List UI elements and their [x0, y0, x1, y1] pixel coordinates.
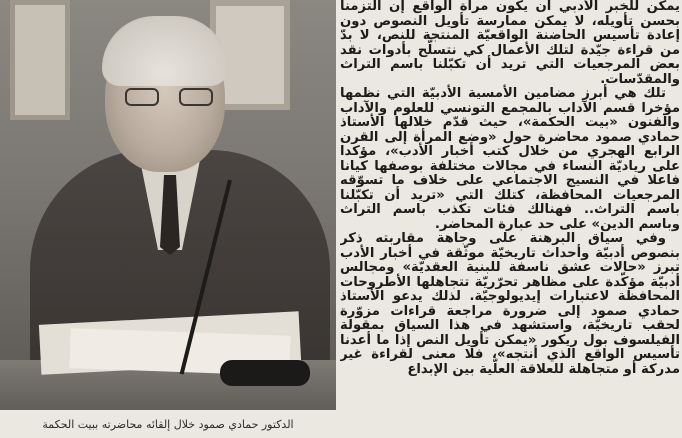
- article-text-column: [340, 0, 680, 438]
- wall-frame: [10, 0, 70, 120]
- photo-caption: الدكتور حمادي صمود خلال إلقائه محاضرته ببيت الحكمة: [42, 417, 294, 431]
- article-photo: [0, 0, 336, 410]
- microphone-base: [220, 360, 310, 386]
- article-paragraph: وفي سياق البرهنة على وجاهة مقاربته ذكر بنصوص أدبيّة وأحداث تاريخيّة موثّقة في أخبار الأدب تبرز «حالات عشق ناسفة للبنية العقديّة» ومجالس أدبيّة مؤكّدة على مظاهر تحرّريّة تتجاهلها الأطروحات المحافظة لاعتبارات إيديولوجيّة. لذلك يدعو الأستاذ حمادي صمود إلى ضرورة مراجعة قراءات مزوّرة لحقب تاريخيّة، واستشهد في هذا السياق بمقولة الفيلسوف بول ريكور «يمكن تأويل النص إذا ما أعدنا تأسيس الواقع الذي أنتجه»، فلا معنى لقراءة غير مدركة أو متجاهلة للعلاقة العلّية بين الإبداع: [340, 231, 680, 377]
- speaker-glasses: [125, 88, 213, 108]
- article-paragraph: تلك هي أبرز مضامين الأمسية الأدبيّة التي نظمها مؤخرا قسم الآداب بالمجمع التونسي للعلوم والآداب والفنون «بيت الحكمة»، حيث قدّم خلالها الأستاذ حمادي صمود محاضرة حول «وضع المرأة إلى القرن الرابع الهجري من خلال كتب أخبار الأدب»، مؤكدا على رياديّة النساء في مجالات مختلفة بوصفها كيانا فاعلا في النسيج الاجتماعي على خلاف ما تسوّقه المرجعيات المحافظة، كتلك التي «تريد أن تكبّلنا باسم التراث.. فهنالك فئات تكذب باسم التراث وباسم الدين» على حد عبارة المحاضر.: [340, 86, 680, 232]
- article-paragraph: يمكن للخبر الأدبي أن يكون مرآة الواقع إن التزمنا بحسن تأويله، لا يمكن ممارسة تأويل النصوص دون إعادة تأسيس الحاضنة الواقعيّة المنتجة للنص، لا بدّ من قراءة جيّدة لتلك الأعمال كي نتسلّح بأدوات نقد بعض المرجعيات التي تريد أن تكبّلنا باسم التراث والمقدّسات.: [340, 0, 680, 87]
